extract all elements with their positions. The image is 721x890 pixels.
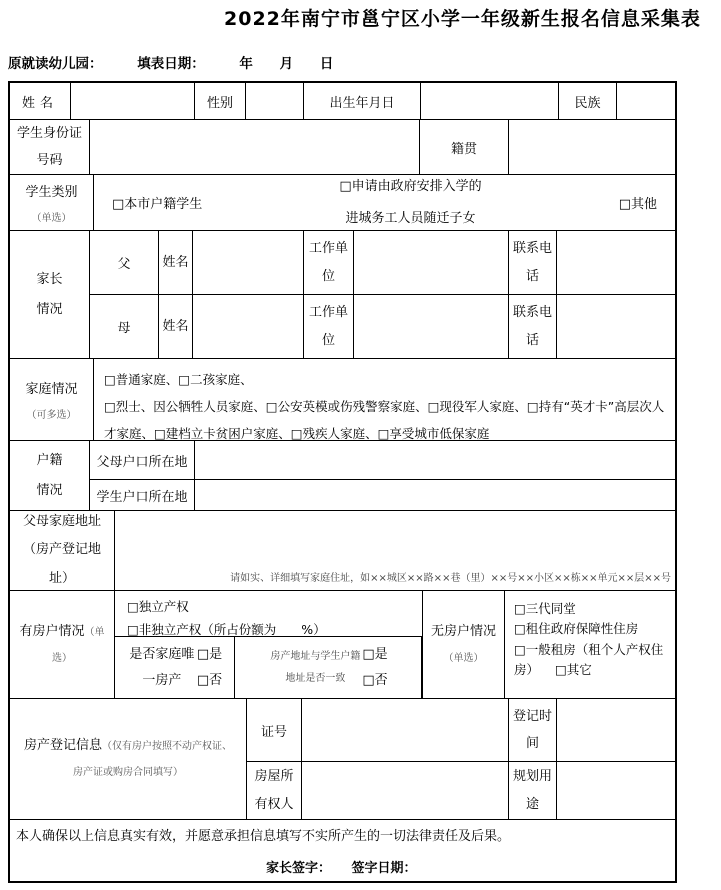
owned-housing-detail-group: [115, 591, 423, 698]
owned-single-choice-note: （单选）: [52, 626, 105, 664]
parent-signature-label[interactable]: 家长签字：: [266, 861, 332, 876]
id-number-label: 学生身份证号码: [10, 120, 90, 174]
no-housing-label-cell: [423, 591, 505, 698]
option-full-ownership[interactable]: □独立产权: [127, 599, 189, 614]
family-address-label-cell: [10, 511, 115, 590]
day-label: 日: [319, 56, 334, 72]
student-residence-row: [90, 480, 675, 510]
student-category-label-cell: [10, 175, 94, 230]
planned-usage-label: 规划用途: [509, 762, 557, 819]
address-match-cell: [235, 637, 422, 698]
mother-phone-label: 联系电话: [509, 295, 557, 358]
father-phone-label: 联系电话: [509, 231, 557, 294]
mother-name-label: 姓名: [159, 295, 193, 358]
unique-property-label: 是否家庭唯一房产: [129, 647, 195, 688]
option-local-student[interactable]: □本市户籍学生: [112, 197, 203, 212]
no-housing-single-choice-note: （单选）: [443, 652, 484, 664]
mother-phone-input-cell[interactable]: [557, 295, 675, 358]
cert-number-input-cell[interactable]: [302, 699, 509, 761]
option-partial-ownership[interactable]: □非独立产权（所占份额为____%）: [127, 621, 326, 637]
owned-housing-label: [19, 619, 105, 671]
family-address-row: [10, 511, 675, 591]
id-number-input-cell[interactable]: [90, 120, 420, 174]
parents-residence-label: 父母户口所在地: [90, 441, 195, 479]
family-options-cell: [94, 359, 675, 440]
address-hint: 请如实、详细填写家庭住址，如××城区××路××巷（里）××号××小区××栋××单元××层××号: [230, 573, 671, 584]
declaration-cell: [10, 820, 675, 881]
no-housing-label-text: 无房户情况: [430, 623, 496, 639]
birthdate-label: 出生年月日: [304, 83, 421, 119]
kindergarten-label: 原就读幼儿园：: [8, 56, 103, 72]
option-other-housing[interactable]: □其它: [555, 661, 592, 677]
option-other-category[interactable]: □其他: [618, 197, 657, 212]
single-choice-note: （单选）: [31, 213, 72, 224]
parents-residence-row: [90, 441, 675, 480]
basic-info-row: [10, 83, 675, 120]
mother-workplace-label: 工作单位: [304, 295, 354, 358]
match-yes-checkbox[interactable]: □是: [362, 647, 388, 663]
student-category-row: [10, 175, 675, 231]
option-three-generations[interactable]: □三代同堂: [514, 601, 576, 616]
household-label-cell: [10, 441, 90, 510]
property-registration-note: （仅有房户按照不动产权证、房产证或购房合同填写）: [73, 741, 232, 778]
parents-info-label: 家长情况: [36, 271, 63, 317]
year-label: 年: [239, 56, 253, 72]
declaration-row: [10, 820, 675, 881]
registration-form-table: [8, 81, 677, 883]
parents-rows-group: [90, 231, 675, 358]
option-migrant-line1: □申请由政府安排入学的: [339, 179, 482, 195]
family-options-line1[interactable]: □普通家庭、□二孩家庭、: [104, 372, 253, 387]
match-no-checkbox[interactable]: □否: [362, 672, 388, 688]
father-label: 父: [90, 231, 159, 294]
name-label: 姓名: [10, 83, 71, 119]
parents-info-label-cell: [10, 231, 90, 358]
owner-row: [247, 762, 675, 819]
unique-yes-checkbox[interactable]: □是: [196, 647, 223, 663]
property-registration-label-text: 房产登记信息: [23, 738, 102, 753]
family-situation-label: 家庭情况: [25, 382, 78, 397]
ownership-options-cell: [115, 591, 422, 637]
family-address-input-cell[interactable]: [115, 511, 675, 590]
no-housing-options-line3: [514, 640, 671, 681]
fill-date-label: 填表日期：: [137, 56, 205, 72]
student-residence-label: 学生户口所在地: [90, 480, 195, 510]
household-label: 户籍情况: [36, 452, 63, 498]
native-place-input-cell[interactable]: [509, 120, 675, 174]
ethnicity-label: 民族: [559, 83, 617, 119]
parents-residence-input-cell[interactable]: [195, 441, 675, 479]
family-address-label: 父母家庭地址（房产登记地址）: [22, 513, 101, 586]
option-migrant-line2: 进城务工人员随迁子女: [345, 210, 476, 226]
option-government-housing[interactable]: □租住政府保障性住房: [514, 621, 639, 637]
family-situation-label-cell: [10, 359, 94, 440]
gender-label: 性别: [195, 83, 246, 119]
owner-input-cell[interactable]: [302, 762, 509, 819]
property-registration-label-cell: [10, 699, 247, 819]
option-general-rental[interactable]: □一般租房（租个人产权住房）: [514, 641, 664, 677]
no-housing-options-cell: [505, 591, 675, 698]
unique-property-cell: [115, 637, 235, 698]
month-label: 月: [279, 56, 294, 72]
father-name-label: 姓名: [159, 231, 193, 294]
household-registration-row: [10, 441, 675, 511]
signature-line: [266, 857, 669, 876]
id-row: [10, 120, 675, 175]
unique-no-checkbox[interactable]: □否: [196, 672, 223, 688]
signature-date-label[interactable]: 签字日期：: [351, 861, 417, 876]
household-rows-group: [90, 441, 675, 510]
mother-workplace-input-cell[interactable]: [354, 295, 509, 358]
address-match-label: 房产地址与学生户籍地址是否一致: [270, 650, 361, 684]
ownership-questions-row: [115, 637, 422, 698]
student-residence-input-cell[interactable]: [195, 480, 675, 510]
mother-label: 母: [90, 295, 159, 358]
property-registration-row: [10, 699, 675, 820]
birthdate-input-cell[interactable]: [421, 83, 559, 119]
cert-number-row: [247, 699, 675, 762]
owned-housing-label-cell: [10, 591, 115, 698]
parents-info-row: [10, 231, 675, 359]
property-registration-label: [13, 733, 243, 785]
owned-housing-label-text: 有房户情况: [19, 623, 85, 639]
father-phone-input-cell[interactable]: [557, 231, 675, 294]
mother-name-input-cell[interactable]: [193, 295, 304, 358]
family-options-line2[interactable]: □烈士、因公牺牲人员家庭、□公安英模或伤残警察家庭、□现役军人家庭、□持有“英才卡”高层次人才家庭、□建档立卡贫困户家庭、□残疾人家庭、□享受城市低保家庭: [104, 398, 665, 440]
declaration-text: 本人确保以上信息真实有效，并愿意承担信息填写不实所产生的一切法律责任及后果。: [16, 829, 511, 844]
registration-time-input-cell[interactable]: [557, 699, 675, 761]
property-rows-group: [247, 699, 675, 819]
native-place-label: 籍贯: [420, 120, 509, 174]
name-input-cell[interactable]: [71, 83, 195, 119]
cert-number-label: 证号: [247, 699, 302, 761]
multi-choice-note: （可多选）: [26, 410, 77, 421]
father-name-input-cell[interactable]: [193, 231, 304, 294]
gender-input-cell[interactable]: [246, 83, 304, 119]
father-row: [90, 231, 675, 295]
option-migrant-children[interactable]: [339, 175, 481, 230]
family-situation-row: [10, 359, 675, 441]
planned-usage-input-cell[interactable]: [557, 762, 675, 819]
owner-label: 房屋所有权人: [247, 762, 302, 819]
ethnicity-input-cell[interactable]: [617, 83, 675, 119]
housing-status-row: [10, 591, 675, 699]
mother-row: [90, 295, 675, 358]
student-category-options-cell: [94, 175, 675, 230]
page-title: 2022年南宁市邕宁区小学一年级新生报名信息采集表: [224, 8, 701, 30]
no-housing-label: [427, 619, 501, 671]
meta-line: [8, 52, 721, 72]
registration-time-label: 登记时间: [509, 699, 557, 761]
father-workplace-label: 工作单位: [304, 231, 354, 294]
student-category-label: 学生类别: [25, 185, 78, 200]
father-workplace-input-cell[interactable]: [354, 231, 509, 294]
